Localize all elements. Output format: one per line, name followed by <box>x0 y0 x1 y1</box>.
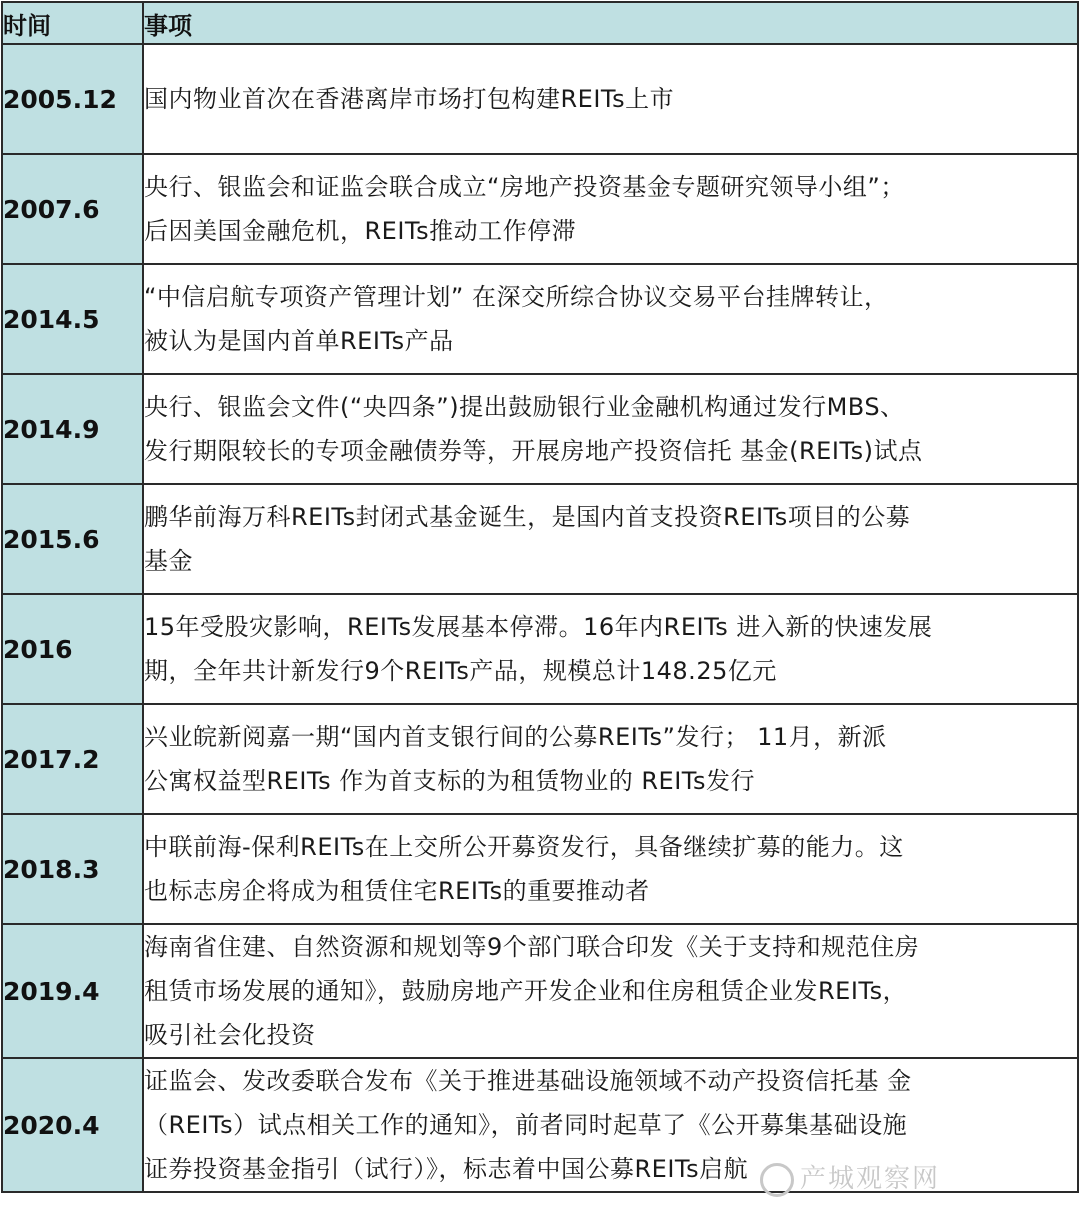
event-line: 央行、银监会文件(“央四条”)提出鼓励银行业金融机构通过发行MBS、 <box>144 393 905 421</box>
event-line: 兴业皖新阅嘉一期“国内首支银行间的公募REITs”发行； 11月，新派 <box>144 723 887 751</box>
event-line: 海南省住建、自然资源和规划等9个部门联合印发《关于支持和规范住房 <box>144 933 920 961</box>
watermark <box>760 1158 940 1197</box>
row-date: 2015.6 <box>2 484 143 594</box>
event-line: 被认为是国内首单REITs产品 <box>144 327 454 355</box>
table-row <box>2 594 1078 704</box>
table-row <box>2 154 1078 264</box>
row-date: 2014.9 <box>2 374 143 484</box>
row-event <box>143 594 1078 704</box>
table-row <box>2 704 1078 814</box>
row-event <box>143 264 1078 374</box>
event-line: 也标志房企将成为租赁住宅REITs的重要推动者 <box>144 877 650 905</box>
event-line: 央行、银监会和证监会联合成立“房地产投资基金专题研究领导小组”； <box>144 173 905 201</box>
table-row <box>2 374 1078 484</box>
row-date: 2016 <box>2 594 143 704</box>
event-line: 租赁市场发展的通知》，鼓励房地产开发企业和住房租赁企业发REITs， <box>144 977 908 1005</box>
event-line: 证券投资基金指引（试行）》，标志着中国公募REITs启航 <box>144 1155 749 1183</box>
row-date: 2020.4 <box>2 1058 143 1192</box>
event-line: （REITs）试点相关工作的通知》，前者同时起草了《公开募集基础设施 <box>144 1111 908 1139</box>
header-time: 时间 <box>2 2 143 44</box>
row-date: 2017.2 <box>2 704 143 814</box>
row-date: 2007.6 <box>2 154 143 264</box>
row-date: 2005.12 <box>2 44 143 154</box>
table-row <box>2 814 1078 924</box>
watermark-text: 产城观察网 <box>800 1164 941 1194</box>
header-event: 事项 <box>143 2 1078 44</box>
row-event <box>143 924 1078 1058</box>
reits-timeline-table <box>1 1 1079 1193</box>
event-line: 公寓权益型REITs 作为首支标的为租赁物业的 REITs发行 <box>144 767 755 795</box>
row-event <box>143 704 1078 814</box>
row-date: 2019.4 <box>2 924 143 1058</box>
header-row <box>2 2 1078 44</box>
event-line: 国内物业首次在香港离岸市场打包构建REITs上市 <box>144 85 675 113</box>
event-line: 发行期限较长的专项金融债券等，开展房地产投资信托 基金(REITs)试点 <box>144 437 923 465</box>
event-line: 证监会、发改委联合发布《关于推进基础设施领域不动产投资信托基 金 <box>144 1067 912 1095</box>
row-date: 2014.5 <box>2 264 143 374</box>
row-event <box>143 374 1078 484</box>
table-row <box>2 44 1078 154</box>
row-event <box>143 44 1078 154</box>
event-line: “中信启航专项资产管理计划” 在深交所综合协议交易平台挂牌转让， <box>144 283 889 311</box>
event-line: 鹏华前海万科REITs封闭式基金诞生，是国内首支投资REITs项目的公募 <box>144 503 911 531</box>
event-line: 基金 <box>144 547 193 575</box>
row-event <box>143 814 1078 924</box>
row-date: 2018.3 <box>2 814 143 924</box>
event-line: 吸引社会化投资 <box>144 1021 316 1049</box>
event-line: 期，全年共计新发行9个REITs产品，规模总计148.25亿元 <box>144 657 777 685</box>
table-row <box>2 924 1078 1058</box>
row-event <box>143 154 1078 264</box>
table-row <box>2 264 1078 374</box>
watermark-logo-icon <box>760 1163 794 1197</box>
table-row <box>2 484 1078 594</box>
row-event <box>143 484 1078 594</box>
event-line: 15年受股灾影响，REITs发展基本停滞。16年内REITs 进入新的快速发展 <box>144 613 933 641</box>
event-line: 后因美国金融危机，REITs推动工作停滞 <box>144 217 577 245</box>
event-line: 中联前海-保利REITs在上交所公开募资发行，具备继续扩募的能力。这 <box>144 833 904 861</box>
